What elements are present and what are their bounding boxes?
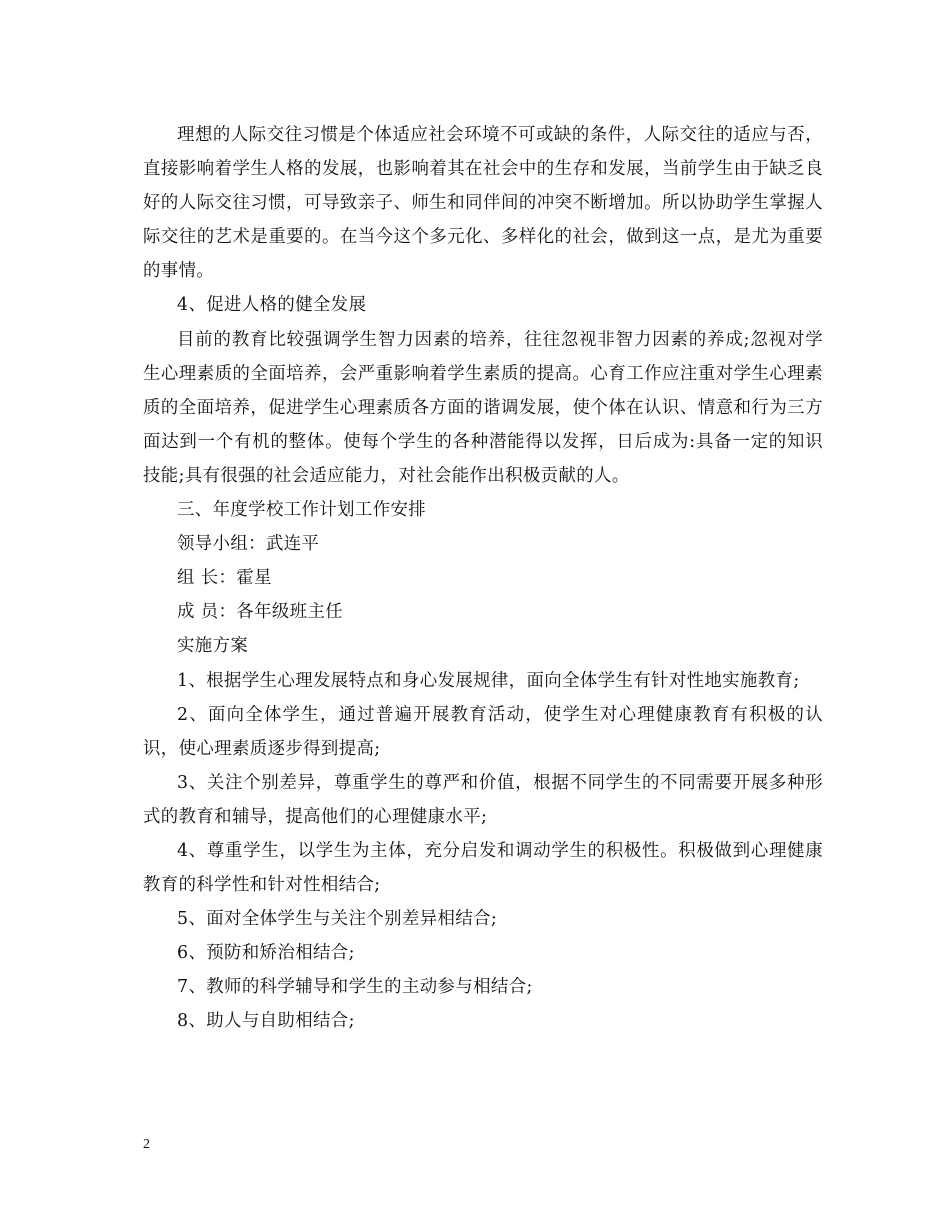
plan-item-5: 5、面对全体学生与关注个别差异相结合; — [177, 909, 498, 930]
document-body — [143, 118, 823, 1039]
heading-implementation-plan: 实施方案 — [177, 636, 249, 657]
plan-item-8: 8、助人与自助相结合; — [177, 1011, 355, 1032]
plan-item-4: 4、尊重学生，以学生为主体，充分启发和调动学生的积极性。积极做到心理健康教育的科学性和针对性相结合; — [143, 840, 823, 896]
leadership-group-line: 领导小组：武连平 — [177, 534, 320, 555]
paragraph-psychological-quality: 目前的教育比较强调学生智力因素的培养，往往忽视非智力因素的养成;忽视对学生心理素质的全面培养，会严重影响着学生素质的提高。心育工作应注重对学生心理素质的全面培养，促进学生心理素质各方面的谐调发展，使个体在认识、情意和行为三方面达到一个有机的整体。使每个学生的各种潜能得以发挥，日后成为:具备一定的知识技能;具有很强的社会适应能力，对社会能作出积极贡献的人。 — [143, 329, 823, 486]
plan-item-2: 2、面向全体学生，通过普遍开展教育活动，使学生对心理健康教育有积极的认识，使心理素质逐步得到提高; — [143, 704, 823, 759]
plan-item-3: 3、关注个别差异，尊重学生的尊严和价值，根据不同学生的不同需要开展多种形式的教育和辅导，提高他们的心理健康水平; — [143, 772, 823, 827]
group-leader-line: 组 长：霍星 — [177, 568, 272, 589]
members-line: 成 员：各年级班主任 — [177, 602, 344, 623]
plan-item-6: 6、预防和矫治相结合; — [177, 943, 355, 964]
plan-item-1: 1、根据学生心理发展特点和身心发展规律，面向全体学生有针对性地实施教育; — [177, 670, 800, 691]
page-number: 2 — [143, 1137, 150, 1152]
plan-item-7: 7、教师的科学辅导和学生的主动参与相结合; — [177, 977, 533, 998]
heading-work-arrangement: 三、年度学校工作计划工作安排 — [177, 500, 427, 521]
heading-personality-development: 4、促进人格的健全发展 — [177, 295, 367, 316]
paragraph-interpersonal-habits: 理想的人际交往习惯是个体适应社会环境不可或缺的条件，人际交往的适应与否，直接影响着学生人格的发展，也影响着其在社会中的生存和发展，当前学生由于缺乏良好的人际交往习惯，可导致亲子、师生和同伴间的冲突不断增加。所以协助学生掌握人际交往的艺术是重要的。在当今这个多元化、多样化的社会，做到这一点，是尤为重要的事情。 — [143, 125, 823, 282]
